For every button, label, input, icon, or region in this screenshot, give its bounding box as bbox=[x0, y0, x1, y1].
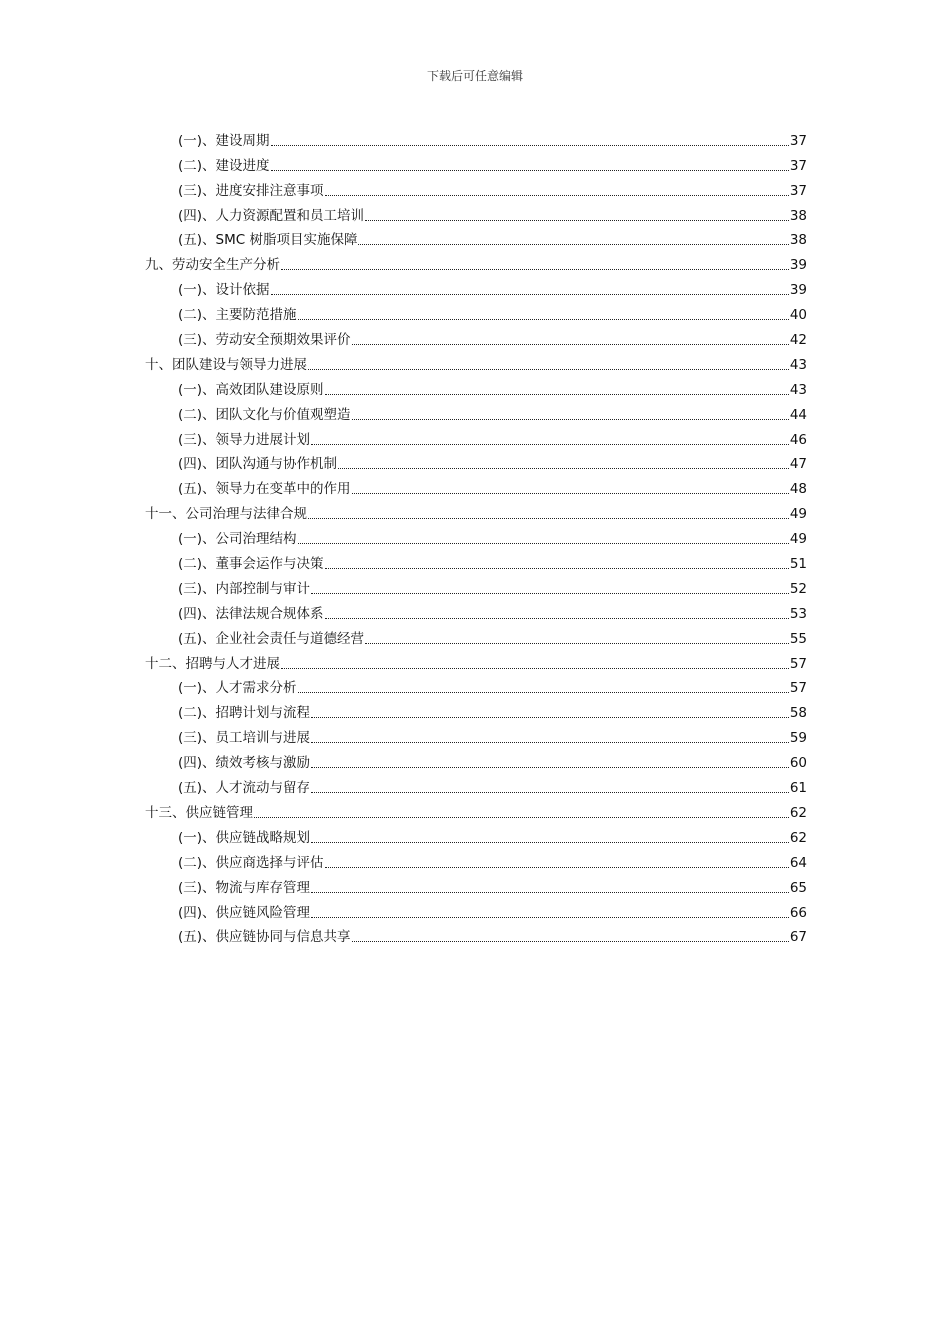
toc-dot-leader bbox=[308, 369, 789, 370]
toc-section-entry[interactable] bbox=[145, 923, 807, 948]
toc-entry-title: (一)、建设周期 bbox=[178, 132, 270, 149]
table-of-contents bbox=[145, 126, 807, 947]
toc-entry-title: 十三、供应链管理 bbox=[145, 804, 253, 821]
toc-entry-title: (二)、招聘计划与流程 bbox=[178, 705, 311, 722]
toc-entry-title: (一)、人才需求分析 bbox=[178, 680, 297, 697]
toc-page-number: 67 bbox=[789, 929, 807, 946]
toc-dot-leader bbox=[365, 643, 789, 644]
toc-entry-title: (三)、进度安排注意事项 bbox=[178, 182, 324, 199]
toc-section-entry[interactable] bbox=[145, 873, 807, 898]
toc-entry-title: (二)、团队文化与价值观塑造 bbox=[178, 406, 351, 423]
toc-dot-leader bbox=[358, 244, 788, 245]
toc-dot-leader bbox=[311, 892, 789, 893]
toc-page-number: 39 bbox=[789, 257, 807, 274]
toc-section-entry[interactable] bbox=[145, 325, 807, 350]
toc-dot-leader bbox=[325, 568, 789, 569]
toc-dot-leader bbox=[271, 145, 789, 146]
toc-dot-leader bbox=[311, 917, 789, 918]
toc-entry-title: (四)、供应链风险管理 bbox=[178, 904, 311, 921]
toc-section-entry[interactable] bbox=[145, 574, 807, 599]
toc-section-entry[interactable] bbox=[145, 723, 807, 748]
toc-chapter-entry[interactable] bbox=[145, 350, 807, 375]
toc-section-entry[interactable] bbox=[145, 375, 807, 400]
toc-page-number: 46 bbox=[789, 431, 807, 448]
toc-page-number: 40 bbox=[789, 307, 807, 324]
toc-dot-leader bbox=[298, 319, 789, 320]
toc-entry-title: (一)、公司治理结构 bbox=[178, 531, 297, 548]
toc-dot-leader bbox=[254, 817, 789, 818]
toc-section-entry[interactable] bbox=[145, 748, 807, 773]
toc-page-number: 66 bbox=[789, 904, 807, 921]
toc-dot-leader bbox=[352, 941, 789, 942]
toc-dot-leader bbox=[298, 543, 789, 544]
toc-entry-title: (五)、人才流动与留存 bbox=[178, 780, 311, 797]
toc-entry-title: (五)、供应链协同与信息共享 bbox=[178, 929, 351, 946]
toc-dot-leader bbox=[311, 717, 789, 718]
toc-page-number: 38 bbox=[789, 232, 807, 249]
toc-page-number: 39 bbox=[789, 282, 807, 299]
toc-section-entry[interactable] bbox=[145, 524, 807, 549]
toc-section-entry[interactable] bbox=[145, 898, 807, 923]
toc-entry-title: (三)、员工培训与进展 bbox=[178, 730, 311, 747]
toc-dot-leader bbox=[365, 220, 789, 221]
toc-page-number: 60 bbox=[789, 755, 807, 772]
toc-section-entry[interactable] bbox=[145, 624, 807, 649]
toc-section-entry[interactable] bbox=[145, 425, 807, 450]
toc-dot-leader bbox=[308, 518, 789, 519]
toc-section-entry[interactable] bbox=[145, 151, 807, 176]
page-header: 下载后可任意编辑 bbox=[426, 69, 523, 83]
toc-entry-title: (一)、供应链战略规划 bbox=[178, 829, 311, 846]
toc-section-entry[interactable] bbox=[145, 698, 807, 723]
toc-page-number: 49 bbox=[789, 506, 807, 523]
toc-dot-leader bbox=[338, 468, 789, 469]
toc-dot-leader bbox=[325, 195, 789, 196]
toc-dot-leader bbox=[325, 618, 789, 619]
toc-dot-leader bbox=[352, 493, 789, 494]
toc-entry-title: (三)、领导力进展计划 bbox=[178, 431, 311, 448]
toc-page-number: 52 bbox=[789, 580, 807, 597]
toc-section-entry[interactable] bbox=[145, 176, 807, 201]
toc-page-number: 58 bbox=[789, 705, 807, 722]
toc-dot-leader bbox=[271, 170, 789, 171]
toc-entry-title: (一)、设计依据 bbox=[178, 282, 270, 299]
toc-chapter-entry[interactable] bbox=[145, 499, 807, 524]
toc-dot-leader bbox=[281, 269, 789, 270]
toc-page-number: 42 bbox=[789, 332, 807, 349]
toc-chapter-entry[interactable] bbox=[145, 250, 807, 275]
toc-page-number: 62 bbox=[789, 829, 807, 846]
toc-page-number: 37 bbox=[789, 157, 807, 174]
toc-dot-leader bbox=[325, 867, 789, 868]
toc-section-entry[interactable] bbox=[145, 773, 807, 798]
toc-section-entry[interactable] bbox=[145, 300, 807, 325]
toc-dot-leader bbox=[311, 742, 789, 743]
toc-section-entry[interactable] bbox=[145, 275, 807, 300]
toc-page-number: 53 bbox=[789, 605, 807, 622]
toc-dot-leader bbox=[311, 444, 789, 445]
toc-dot-leader bbox=[311, 767, 789, 768]
toc-page-number: 64 bbox=[789, 854, 807, 871]
toc-dot-leader bbox=[271, 294, 789, 295]
toc-entry-title: 九、劳动安全生产分析 bbox=[145, 257, 280, 274]
toc-section-entry[interactable] bbox=[145, 823, 807, 848]
toc-dot-leader bbox=[311, 842, 789, 843]
toc-entry-title: 十二、招聘与人才进展 bbox=[145, 655, 280, 672]
toc-entry-title: (二)、供应商选择与评估 bbox=[178, 854, 324, 871]
toc-entry-title: (五)、领导力在变革中的作用 bbox=[178, 481, 351, 498]
toc-section-entry[interactable] bbox=[145, 226, 807, 251]
toc-chapter-entry[interactable] bbox=[145, 649, 807, 674]
toc-page-number: 38 bbox=[789, 207, 807, 224]
toc-page-number: 37 bbox=[789, 182, 807, 199]
toc-section-entry[interactable] bbox=[145, 599, 807, 624]
toc-entry-title: (三)、内部控制与审计 bbox=[178, 580, 311, 597]
toc-dot-leader bbox=[325, 394, 789, 395]
toc-section-entry[interactable] bbox=[145, 674, 807, 699]
toc-dot-leader bbox=[352, 419, 789, 420]
toc-entry-title: (四)、法律法规合规体系 bbox=[178, 605, 324, 622]
toc-entry-title: 十一、公司治理与法律合规 bbox=[145, 506, 307, 523]
toc-entry-title: 十、团队建设与领导力进展 bbox=[145, 356, 307, 373]
toc-entry-title: (三)、物流与库存管理 bbox=[178, 879, 311, 896]
toc-page-number: 49 bbox=[789, 531, 807, 548]
toc-page-number: 61 bbox=[789, 780, 807, 797]
toc-page-number: 37 bbox=[789, 132, 807, 149]
toc-dot-leader bbox=[298, 692, 789, 693]
toc-page-number: 57 bbox=[789, 680, 807, 697]
toc-section-entry[interactable] bbox=[145, 450, 807, 475]
toc-page-number: 65 bbox=[789, 879, 807, 896]
toc-page-number: 44 bbox=[789, 406, 807, 423]
toc-section-entry[interactable] bbox=[145, 400, 807, 425]
toc-page-number: 62 bbox=[789, 804, 807, 821]
toc-entry-title: (二)、主要防范措施 bbox=[178, 307, 297, 324]
toc-section-entry[interactable] bbox=[145, 848, 807, 873]
toc-entry-title: (四)、团队沟通与协作机制 bbox=[178, 456, 338, 473]
toc-entry-title: (一)、高效团队建设原则 bbox=[178, 381, 324, 398]
toc-entry-title: (五)、企业社会责任与道德经营 bbox=[178, 630, 365, 647]
toc-page-number: 59 bbox=[789, 730, 807, 747]
toc-chapter-entry[interactable] bbox=[145, 798, 807, 823]
toc-entry-title: (二)、董事会运作与决策 bbox=[178, 556, 324, 573]
toc-entry-title: (二)、建设进度 bbox=[178, 157, 270, 174]
toc-section-entry[interactable] bbox=[145, 474, 807, 499]
toc-page-number: 47 bbox=[789, 456, 807, 473]
toc-dot-leader bbox=[311, 593, 789, 594]
toc-entry-title: (三)、劳动安全预期效果评价 bbox=[178, 332, 351, 349]
toc-section-entry[interactable] bbox=[145, 549, 807, 574]
toc-entry-title: (四)、绩效考核与激励 bbox=[178, 755, 311, 772]
toc-dot-leader bbox=[311, 792, 789, 793]
toc-page-number: 43 bbox=[789, 381, 807, 398]
toc-page-number: 51 bbox=[789, 556, 807, 573]
toc-page-number: 48 bbox=[789, 481, 807, 498]
toc-dot-leader bbox=[281, 668, 789, 669]
toc-dot-leader bbox=[352, 344, 789, 345]
toc-page-number: 43 bbox=[789, 356, 807, 373]
toc-page-number: 55 bbox=[789, 630, 807, 647]
toc-page-number: 57 bbox=[789, 655, 807, 672]
toc-entry-title: (四)、人力资源配置和员工培训 bbox=[178, 207, 365, 224]
toc-section-entry[interactable] bbox=[145, 126, 807, 151]
toc-entry-title: (五)、SMC 树脂项目实施保障 bbox=[178, 232, 358, 249]
toc-section-entry[interactable] bbox=[145, 201, 807, 226]
